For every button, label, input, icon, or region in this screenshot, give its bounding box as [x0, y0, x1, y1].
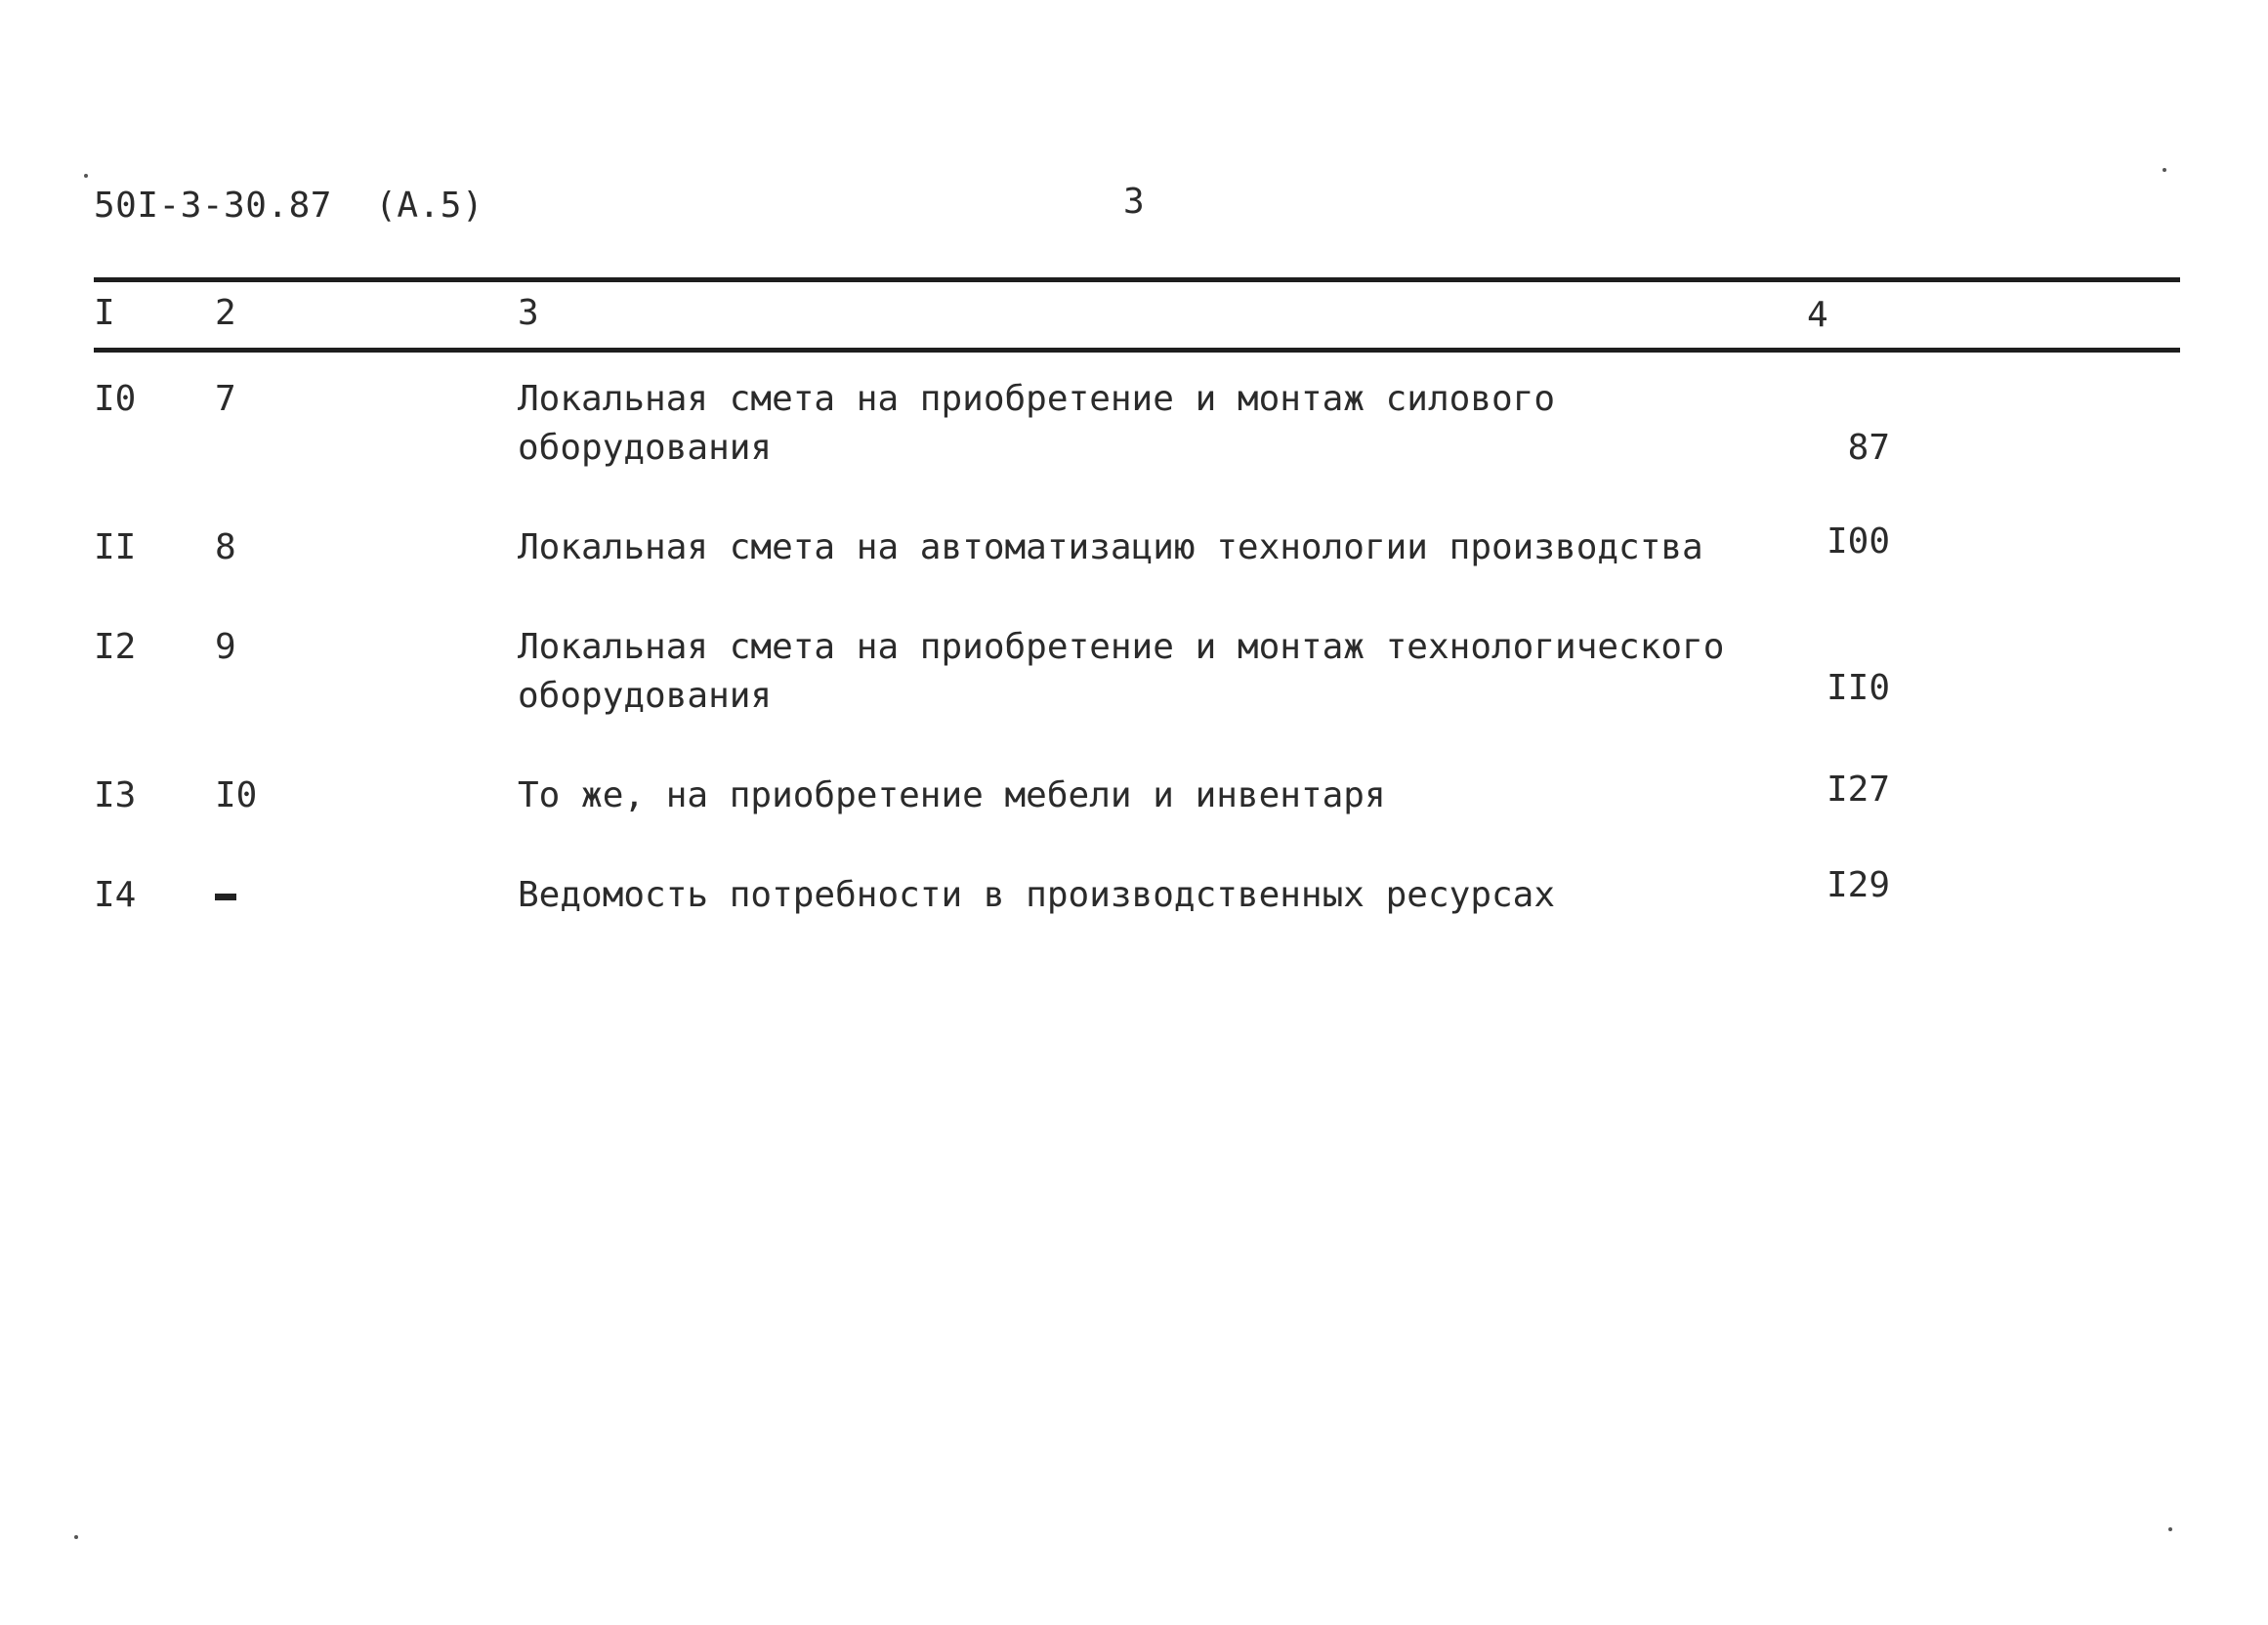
- row-description: [518, 871, 1787, 920]
- row-description: [518, 375, 1787, 473]
- row-reference: I0: [215, 775, 258, 815]
- row-number: II: [94, 527, 137, 567]
- page-number: 3: [1123, 182, 1145, 222]
- dash-mark: [215, 894, 236, 900]
- row-page: I00: [1826, 521, 1890, 562]
- column-header-3: 3: [518, 293, 539, 333]
- row-description: [518, 771, 1787, 820]
- scan-speck: [84, 174, 88, 178]
- scan-speck: [2163, 168, 2166, 172]
- row-number: I2: [94, 627, 137, 667]
- column-header-1: I: [94, 293, 115, 333]
- row-page: I29: [1826, 865, 1890, 905]
- row-description-line: Локальная смета на автоматизацию технологии производства: [518, 527, 1703, 567]
- scan-speck: [2168, 1527, 2172, 1531]
- row-reference: 8: [215, 527, 236, 567]
- table-header-rule: [94, 348, 2180, 353]
- document-code: 50I-3-30.87 (A.5): [94, 186, 484, 226]
- table-top-rule: [94, 277, 2180, 282]
- row-description: [518, 623, 1787, 721]
- row-page: I27: [1826, 770, 1890, 810]
- column-header-4: 4: [1807, 295, 1828, 335]
- row-page: 87: [1847, 428, 1890, 468]
- row-page: II0: [1826, 668, 1890, 708]
- row-number: I0: [94, 379, 137, 419]
- row-description-line: Ведомость потребности в производственных ресурсах: [518, 875, 1556, 915]
- scan-speck: [74, 1535, 78, 1539]
- row-reference: [215, 871, 236, 920]
- row-reference: 7: [215, 379, 236, 419]
- row-description-line: Локальная смета на приобретение и монтаж силового: [518, 379, 1556, 419]
- row-number: I3: [94, 775, 137, 815]
- row-description-line: оборудования: [518, 428, 773, 468]
- row-description-line: оборудования: [518, 676, 773, 716]
- row-reference: 9: [215, 627, 236, 667]
- row-description-line: То же, на приобретение мебели и инвентаря: [518, 775, 1386, 815]
- row-number: I4: [94, 875, 137, 915]
- row-description: [518, 523, 1787, 572]
- column-header-2: 2: [215, 293, 236, 333]
- row-description-line: Локальная смета на приобретение и монтаж технологического: [518, 627, 1725, 667]
